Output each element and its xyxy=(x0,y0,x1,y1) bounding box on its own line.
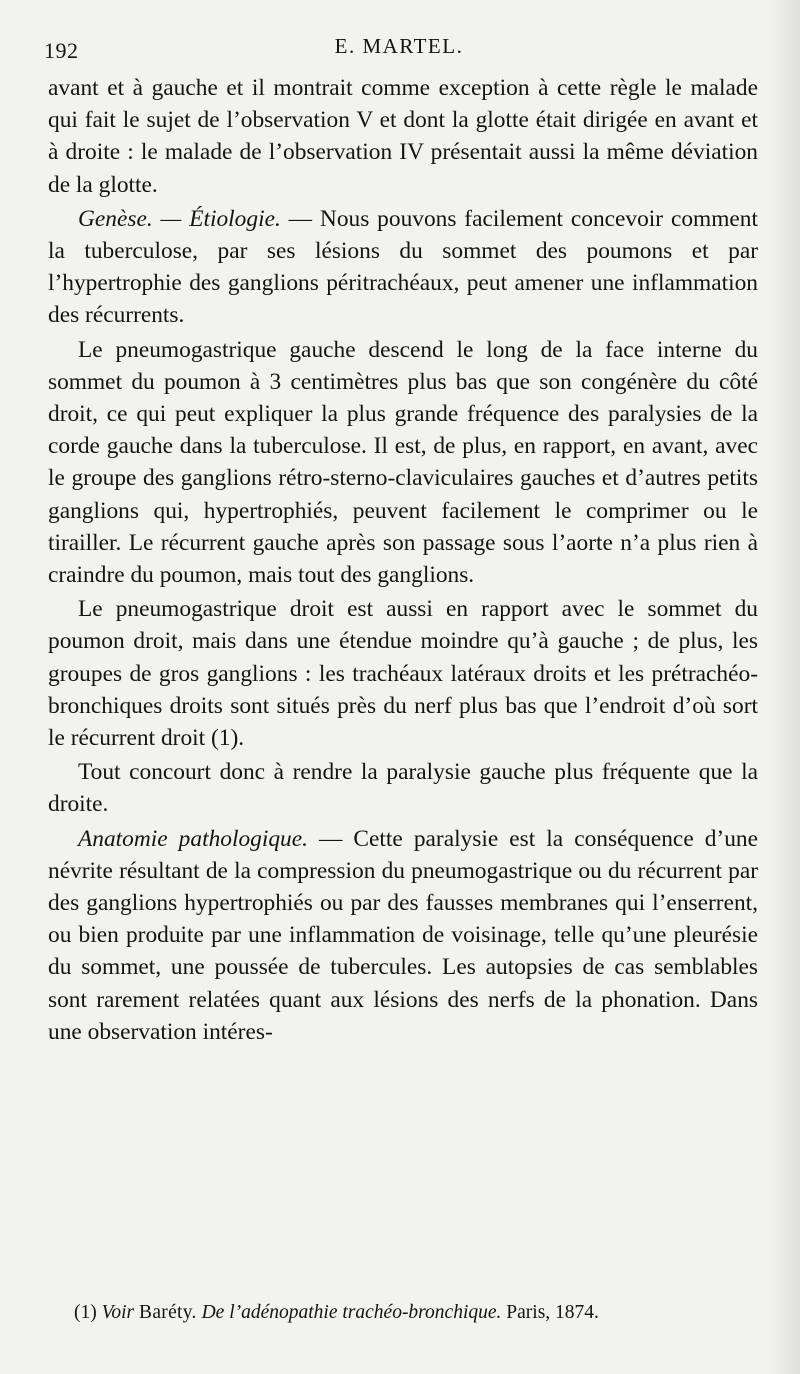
footnote-title: De l’adénopathie trachéo-bronchique. xyxy=(201,1302,502,1323)
footnote-place-year: Paris, 1874. xyxy=(506,1302,599,1323)
paragraph-continuation xyxy=(48,72,758,201)
paragraph-text: Tout concourt donc à rendre la paralysie gauche plus fréquente que la droite. xyxy=(48,759,758,818)
paragraph-genese-etiologie xyxy=(48,203,758,332)
page-number: 192 xyxy=(44,38,79,63)
paragraph-text: — Cette paralysie est la conséquence d’une névrite résultant de la compression du pneumogastrique ou du récurrent par des ganglions hypertrophiés ou par des fausses membranes qui l’enserrent, ou bien produite par une inflammation de voisinage, telle qu’une pleurésie du sommet, une poussée de tubercules. Les autopsies de cas semblables sont rarement relatées quant aux lésions des nerfs de la phonation. Dans une observation intéres- xyxy=(48,825,758,1045)
page-gutter-shadow xyxy=(766,0,800,1374)
paragraph-conclusion xyxy=(48,756,758,820)
body-text xyxy=(48,72,758,1048)
paragraph-text: — Nous pouvons facilement concevoir comment la tuberculose, par ses lésions du sommet des poumons et par l’hypertrophie des ganglions péritrachéaux, peut amener une inflammation des récurrents. xyxy=(48,205,758,329)
section-heading-genese: Genèse. — Étiologie. xyxy=(78,205,281,232)
paragraph-text: Le pneumogastrique gauche descend le long de la face interne du sommet du poumon à 3 centimètres plus bas que son congénère du côté droit, ce qui peut expliquer la plus grande fréquence des paralysies de la corde gauche dans la tuberculose. Il est, de plus, en rapport, en avant, avec le groupe des ganglions rétro-sterno-claviculaires gauches et d’autres petits ganglions qui, hypertrophiés, peuvent facilement le comprimer ou le tirailler. Le récurrent gauche après son passage sous l’aorte n’a plus rien à craindre du poumon, mais tout des ganglions. xyxy=(48,336,758,589)
paragraph-anatomie-pathologique xyxy=(48,823,758,1048)
footnote-marker: (1) xyxy=(74,1302,97,1323)
paragraph-text: avant et à gauche et il montrait comme exception à cette règle le malade qui fait le sujet de l’observation V et dont la glotte était dirigée en avant et à droite : le malade de l’observation IV présentait aussi la même déviation de la glotte. xyxy=(48,75,758,198)
running-head: E. MARTEL. xyxy=(334,34,464,58)
paragraph-text: Le pneumogastrique droit est aussi en rapport avec le sommet du poumon droit, mais dans une étendue moindre qu’à gauche ; de plus, les groupes de gros ganglions : les trachéaux latéraux droits et les prétrachéo-bronchiques droits sont situés près du nerf plus bas que l’endroit d’où sort le récurrent droit (1). xyxy=(48,596,758,752)
section-heading-anatomie: Anatomie pathologique. xyxy=(78,825,308,852)
footnote-author: Baréty. xyxy=(139,1302,197,1323)
footnote-lead: Voir xyxy=(101,1302,135,1323)
paragraph-pneumogastrique-gauche xyxy=(48,334,758,592)
paragraph-pneumogastrique-droit xyxy=(48,593,758,754)
page-header xyxy=(44,32,754,62)
footnote xyxy=(74,1300,764,1326)
